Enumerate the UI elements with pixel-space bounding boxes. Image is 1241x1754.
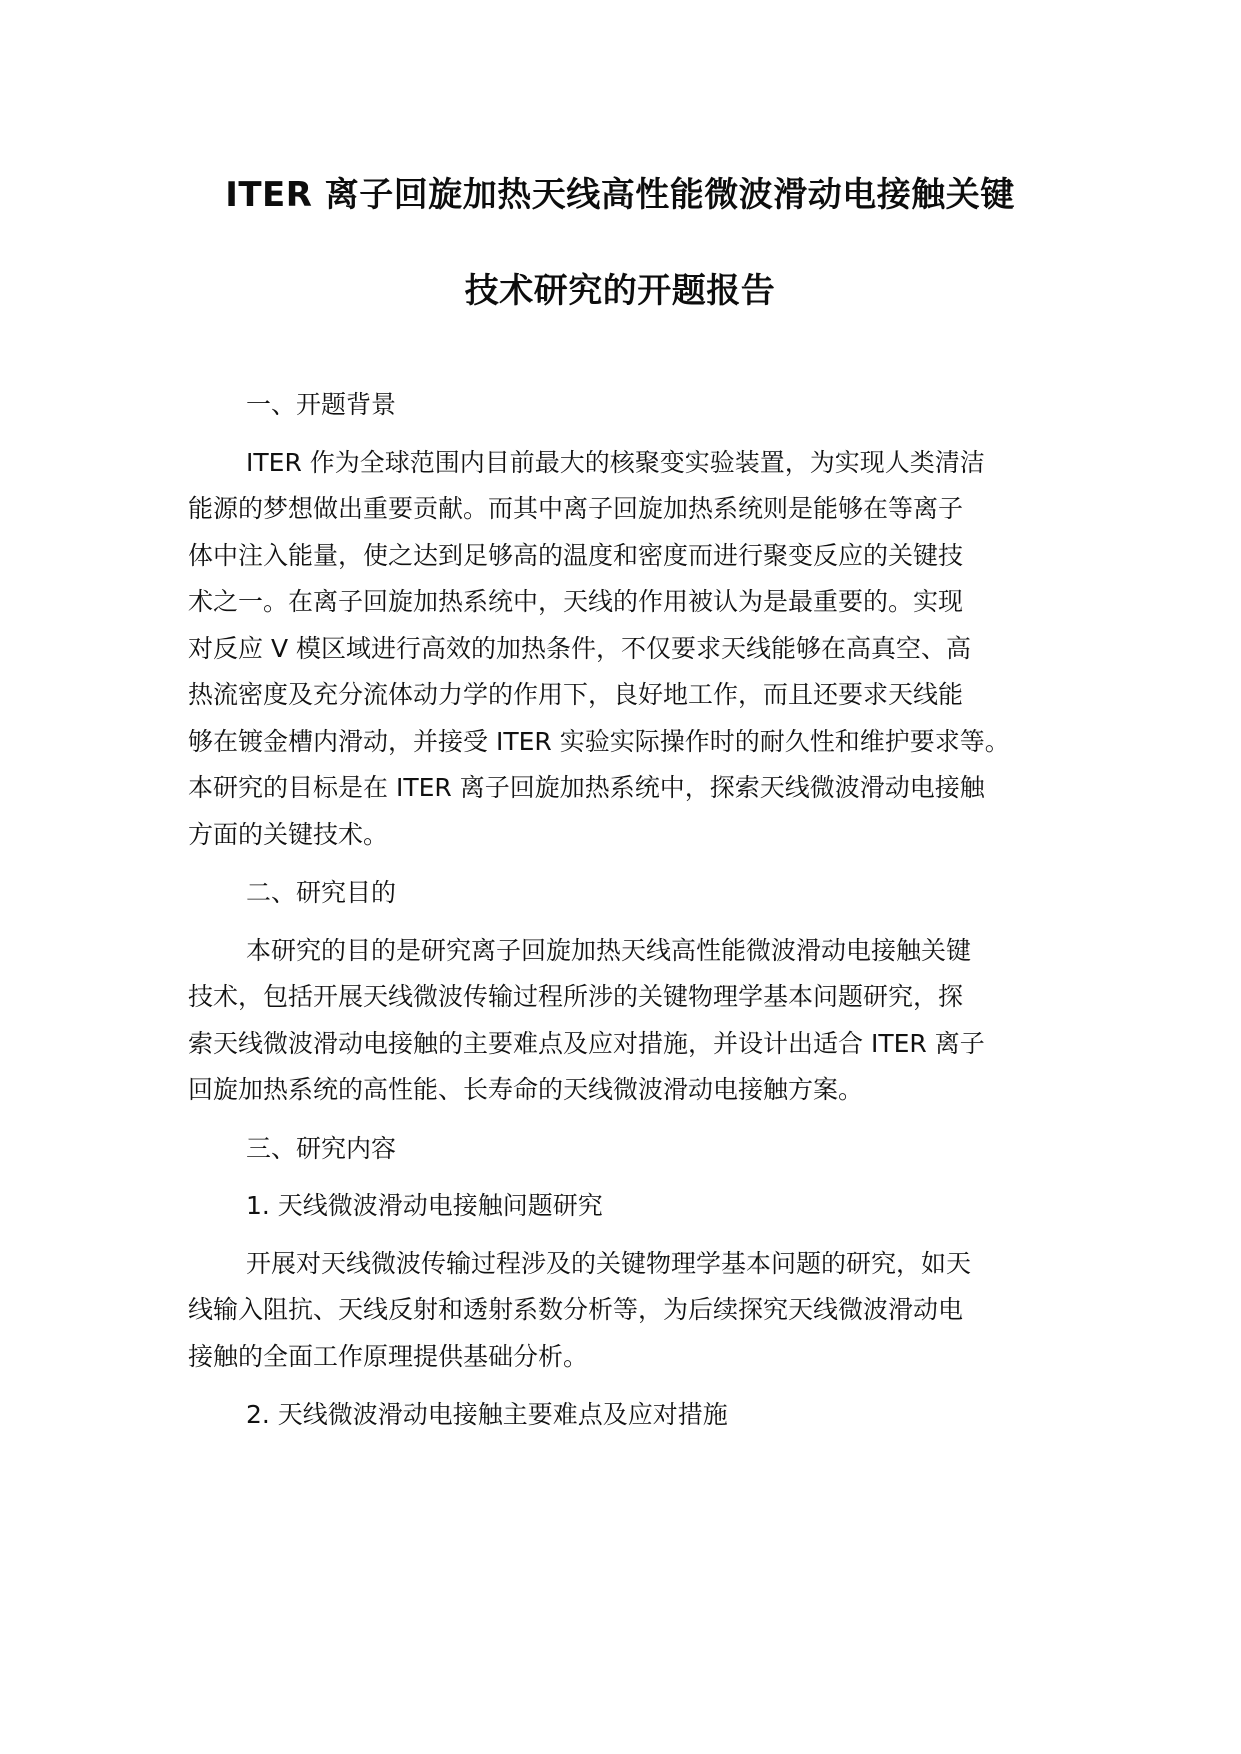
paragraph-line: 本研究的目标是在 ITER 离子回旋加热系统中，探索天线微波滑动电接触 (188, 773, 985, 802)
title-line-2: 技术研究的开题报告 (464, 271, 776, 311)
paragraph-line: 对反应 V 模区域进行高效的加热条件，不仅要求天线能够在高真空、高 (188, 633, 971, 663)
section-heading-background: 一、开题背景 (246, 390, 397, 419)
paragraph-content-1 (188, 1241, 1054, 1381)
paragraph-line: 回旋加热系统的高性能、长寿命的天线微波滑动电接触方案。 (188, 1075, 864, 1104)
paragraph-line: 热流密度及充分流体动力学的作用下，良好地工作，而且还要求天线能 (188, 680, 964, 709)
paragraph-line: 开展对天线微波传输过程涉及的关键物理学基本问题的研究，如天 (246, 1248, 972, 1278)
paragraph-line: 线输入阻抗、天线反射和透射系数分析等，为后续探究天线微波滑动电 (188, 1295, 964, 1324)
paragraph-line: 术之一。在离子回旋加热系统中，天线的作用被认为是最重要的。实现 (188, 587, 964, 616)
subsection-heading-1: 1. 天线微波滑动电接触问题研究 (246, 1191, 603, 1220)
document-body (188, 382, 1054, 1450)
section-heading-content: 三、研究内容 (246, 1133, 397, 1163)
subsection-heading-2: 2. 天线微波滑动电接触主要难点及应对措施 (246, 1400, 728, 1429)
paragraph-line: ITER 作为全球范围内目前最大的核聚变实验装置，为实现人类清洁 (246, 447, 985, 477)
paragraph-line: 接触的全面工作原理提供基础分析。 (188, 1341, 589, 1371)
section-heading-purpose: 二、研究目的 (246, 878, 397, 907)
paragraph-line: 体中注入能量，使之达到足够高的温度和密度而进行聚变反应的关键技 (188, 540, 964, 570)
paragraph-line: 本研究的目的是研究离子回旋加热天线高性能微波滑动电接触关键 (246, 935, 972, 965)
paragraph-line: 能源的梦想做出重要贡献。而其中离子回旋加热系统则是能够在等离子 (188, 494, 964, 523)
paragraph-line: 方面的关键技术。 (188, 819, 389, 849)
paragraph-purpose (188, 928, 1054, 1114)
title-line-1: ITER 离子回旋加热天线高性能微波滑动电接触关键 (225, 175, 1015, 215)
paragraph-line: 技术，包括开展天线微波传输过程所涉的关键物理学基本问题研究，探 (188, 982, 964, 1011)
paragraph-line: 够在镀金槽内滑动，并接受 ITER 实验实际操作时的耐久性和维护要求等。 (188, 726, 1010, 756)
paragraph-background (188, 440, 1054, 859)
document-title (150, 172, 1090, 314)
paragraph-line: 索天线微波滑动电接触的主要难点及应对措施，并设计出适合 ITER 离子 (188, 1028, 985, 1058)
